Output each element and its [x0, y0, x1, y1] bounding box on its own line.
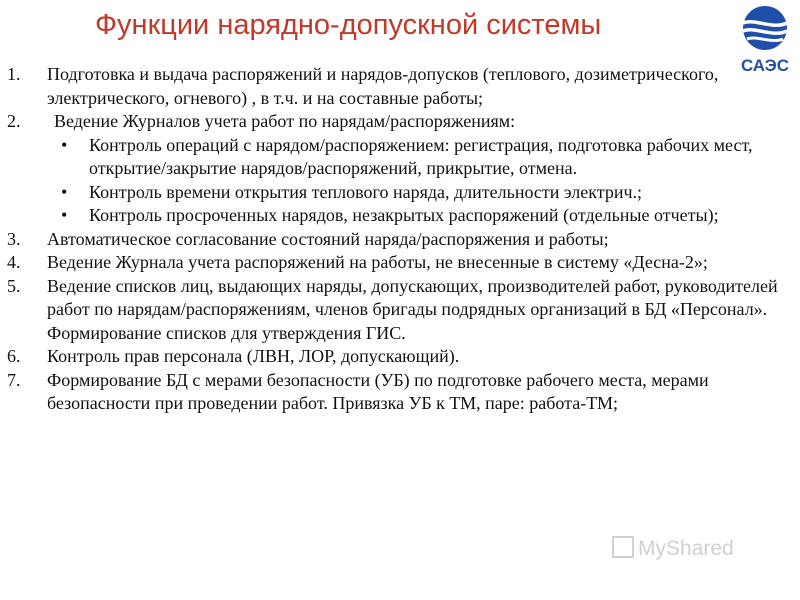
item-text: Контроль прав персонала (ЛВН, ЛОР, допускающий). — [47, 346, 460, 366]
item-number: 4. — [7, 252, 21, 272]
item-text: Формирование БД с мерами безопасности (УБ) по подготовке рабочего места, мерами безопасности при проведении работ. Привязка УБ к ТМ, паре: работа-ТМ; — [47, 369, 709, 413]
bullet-icon: • — [61, 134, 68, 155]
item-number: 5. — [7, 275, 21, 296]
item-text: Подготовка и выдача распоряжений и нарядов-допусков (теплового, дозиметрического, электрического, огневого) , в т.ч. и на составные работы; — [47, 64, 719, 108]
list-item — [0, 275, 800, 346]
logo-text: САЭС — [740, 56, 790, 75]
list-item — [0, 228, 800, 252]
watermark — [612, 536, 734, 561]
item-number: 7. — [7, 369, 21, 390]
bullet-item — [0, 134, 800, 181]
item-text: Ведение Журнала учета распоряжений на работы, не внесенные в систему «Десна-2»; — [47, 252, 708, 272]
list-item — [0, 251, 800, 275]
list-item — [0, 110, 800, 134]
item-text: Автоматическое согласование состояний наряда/распоряжения и работы; — [47, 228, 609, 249]
bullet-icon: • — [61, 181, 68, 202]
item-number: 1. — [7, 64, 21, 84]
list-item — [0, 345, 800, 369]
bullet-icon: • — [61, 205, 68, 225]
bullet-text: Контроль времени открытия теплового наряда, длительности электрич.; — [89, 181, 643, 202]
bullet-text: Контроль просроченных нарядов, незакрытых распоряжений (отдельные отчеты); — [89, 205, 719, 225]
bullet-text: Контроль операций с нарядом/распоряжением: регистрация, подготовка рабочих мест, открытие/закрытие нарядов/распоряжений, прикрытие, отмена. — [89, 134, 753, 178]
list-item — [0, 63, 800, 110]
item-number: 6. — [7, 346, 21, 366]
bullet-item — [0, 204, 800, 228]
bullet-item — [0, 181, 800, 205]
page-title: Функции нарядно-допускной системы — [95, 9, 602, 41]
item-text: Ведение Журналов учета работ по нарядам/распоряжениям: — [54, 111, 516, 131]
item-text: Ведение списков лиц, выдающих наряды, допускающих, производителей работ, руководителей работ по нарядам/распоряжениям, членов бригады подрядных организаций в БД «Персонал». Формирование списков для утверждения ГИС. — [47, 275, 778, 343]
list-item — [0, 369, 800, 416]
item-number: 3. — [7, 228, 21, 249]
watermark-icon — [612, 536, 634, 558]
item-number: 2. — [7, 111, 21, 131]
watermark-text: MyShared — [638, 537, 734, 560]
functions-list — [0, 63, 800, 416]
